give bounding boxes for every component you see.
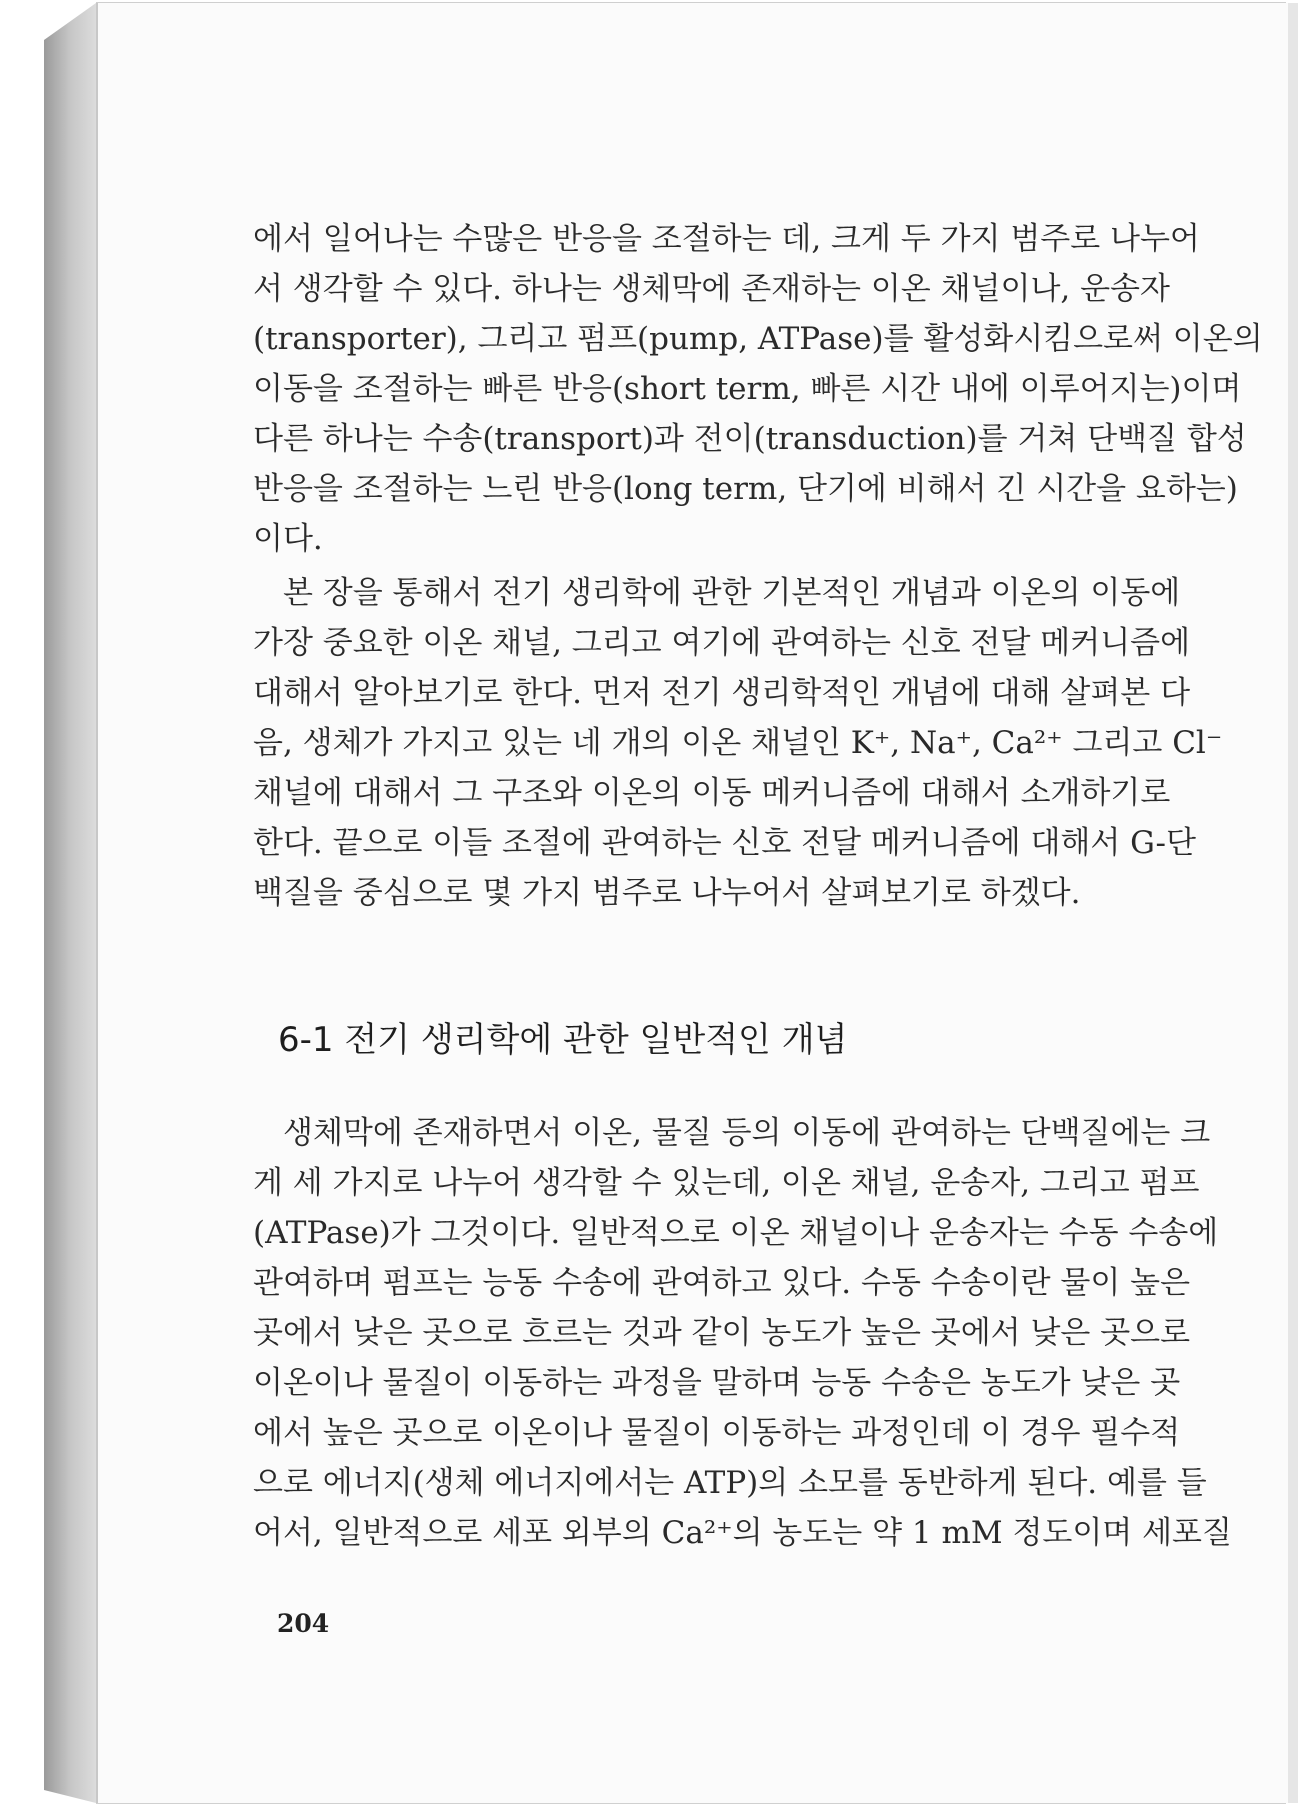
text-line: 본 장을 통해서 전기 생리학에 관한 기본적인 개념과 이온의 이동에 <box>283 575 1181 611</box>
text-line: 으로 에너지(생체 에너지에서는 ATP)의 소모를 동반하게 된다. 예를 들 <box>253 1465 1207 1501</box>
text-line: 다른 하나는 수송(transport)과 전이(transduction)를 거쳐 단백질 합성 <box>253 421 1247 457</box>
text-line: 에서 일어나는 수많은 반응을 조절하는 데, 크게 두 가지 범주로 나누어 <box>253 221 1200 257</box>
text-line: 가장 중요한 이온 채널, 그리고 여기에 관여하는 신호 전달 메커니즘에 <box>253 625 1191 661</box>
text-line: 에서 높은 곳으로 이온이나 물질이 이동하는 과정인데 이 경우 필수적 <box>253 1415 1181 1451</box>
text-line: (transporter), 그리고 펌프(pump, ATPase)를 활성화시킴으로써 이온의 <box>253 321 1263 357</box>
text-line: 반응을 조절하는 느린 반응(long term, 단기에 비해서 긴 시간을 요하는) <box>253 471 1238 507</box>
text-line: 관여하며 펌프는 능동 수송에 관여하고 있다. 수동 수송이란 물이 높은 <box>253 1265 1191 1301</box>
text-line: (ATPase)가 그것이다. 일반적으로 이온 채널이나 운송자는 수동 수송에 <box>253 1215 1219 1251</box>
text-line: 한다. 끝으로 이들 조절에 관여하는 신호 전달 메커니즘에 대해서 G-단 <box>253 825 1196 861</box>
text-line: 게 세 가지로 나누어 생각할 수 있는데, 이온 채널, 운송자, 그리고 펌프 <box>253 1165 1200 1201</box>
text-line: 이다. <box>253 521 323 557</box>
section-paragraph <box>253 1108 1232 1558</box>
text-line: 채널에 대해서 그 구조와 이온의 이동 메커니즘에 대해서 소개하기로 <box>253 775 1171 811</box>
text-line: 백질을 중심으로 몇 가지 범주로 나누어서 살펴보기로 하겠다. <box>253 875 1081 911</box>
text-line: 이동을 조절하는 빠른 반응(short term, 빠른 시간 내에 이루어지는)이며 <box>253 371 1242 407</box>
text-line: 대해서 알아보기로 한다. 먼저 전기 생리학적인 개념에 대해 살펴본 다 <box>253 675 1191 711</box>
text-line: 생체막에 존재하면서 이온, 물질 등의 이동에 관여하는 단백질에는 크 <box>283 1115 1211 1151</box>
page-number: 204 <box>277 1609 330 1638</box>
text-line: 곳에서 낮은 곳으로 흐르는 것과 같이 농도가 높은 곳에서 낮은 곳으로 <box>253 1315 1191 1351</box>
intro-paragraph <box>253 214 1263 564</box>
text-line: 이온이나 물질이 이동하는 과정을 말하며 능동 수송은 농도가 낮은 곳 <box>253 1365 1181 1401</box>
overview-paragraph <box>253 568 1223 918</box>
text-line: 음, 생체가 가지고 있는 네 개의 이온 채널인 K⁺, Na⁺, Ca²⁺ 그리고 Cl⁻ <box>253 725 1223 761</box>
text-line: 서 생각할 수 있다. 하나는 생체막에 존재하는 이온 채널이나, 운송자 <box>253 271 1170 307</box>
text-line: 어서, 일반적으로 세포 외부의 Ca²⁺의 농도는 약 1 mM 정도이며 세포질 <box>253 1515 1232 1551</box>
section-heading: 6-1 전기 생리학에 관한 일반적인 개념 <box>278 1020 848 1060</box>
